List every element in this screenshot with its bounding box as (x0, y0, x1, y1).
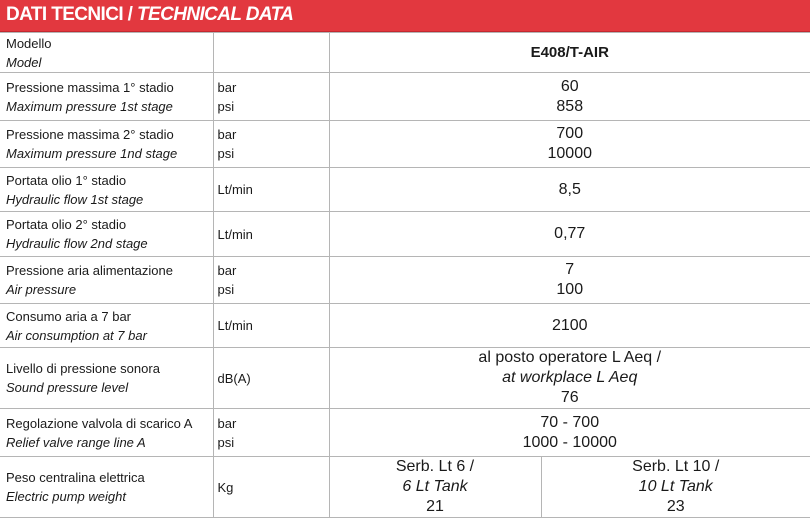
unit-dba: dB(A) (218, 369, 329, 388)
tank-6-cell (329, 457, 541, 518)
unit-lt-min: Lt/min (218, 316, 329, 335)
label-italian: Portata olio 2° stadio (6, 215, 213, 234)
sound-caption-italian: al posto operatore L Aeq / (330, 348, 810, 368)
label-cell (0, 73, 213, 121)
table-row (0, 257, 810, 304)
unit-kg: Kg (218, 478, 329, 497)
table-row (0, 304, 810, 348)
unit-cell (213, 457, 329, 518)
unit-cell (213, 348, 329, 409)
unit-bar: bar (218, 125, 329, 144)
label-italian: Peso centralina elettrica (6, 468, 213, 487)
label-cell (0, 212, 213, 257)
label-italian: Portata olio 1° stadio (6, 171, 213, 190)
unit-cell (213, 304, 329, 348)
unit-psi: psi (218, 433, 329, 452)
label-english: Air consumption at 7 bar (6, 326, 213, 345)
sound-caption (330, 348, 810, 388)
value-bar: 700 (330, 124, 810, 144)
label-cell (0, 304, 213, 348)
flow-value: 0,77 (330, 224, 810, 244)
label-english: Electric pump weight (6, 487, 213, 506)
value-cell (329, 212, 810, 257)
tank-10-cell (541, 457, 810, 518)
sound-caption-english: at workplace L Aeq (502, 369, 637, 386)
label-english: Hydraulic flow 1st stage (6, 190, 213, 209)
label-italian: Pressione aria alimentazione (6, 261, 213, 280)
tank-10-weight: 23 (542, 497, 810, 517)
value-psi: 10000 (330, 144, 810, 164)
value-psi: 1000 - 10000 (330, 433, 810, 453)
value-cell (329, 304, 810, 348)
tank-6-caption-english: 6 Lt Tank (402, 478, 467, 495)
label-italian: Modello (6, 34, 213, 53)
label-english: Maximum pressure 1st stage (6, 97, 213, 116)
unit-psi: psi (218, 144, 329, 163)
unit-lt-min: Lt/min (218, 225, 329, 244)
unit-bar: bar (218, 414, 329, 433)
title-english: TECHNICAL DATA (137, 4, 293, 25)
value-cell (329, 257, 810, 304)
value-cell (329, 409, 810, 457)
label-cell (0, 168, 213, 212)
unit-cell (213, 257, 329, 304)
unit-bar: bar (218, 78, 329, 97)
label-english: Model (6, 53, 213, 72)
value-cell (329, 348, 810, 409)
label-cell (0, 33, 213, 73)
table-row (0, 168, 810, 212)
unit-cell (213, 168, 329, 212)
label-italian: Regolazione valvola di scarico A (6, 414, 213, 433)
table-row (0, 73, 810, 121)
label-english: Air pressure (6, 280, 213, 299)
section-header (0, 0, 810, 32)
value-bar: 70 - 700 (330, 413, 810, 433)
label-english: Relief valve range line A (6, 433, 213, 452)
tank-10-caption-english: 10 Lt Tank (639, 478, 713, 495)
value-bar: 7 (330, 260, 810, 280)
flow-value: 8,5 (330, 180, 810, 200)
tank-6-caption-italian: Serb. Lt 6 / (330, 457, 541, 477)
table-row (0, 121, 810, 168)
unit-lt-min: Lt/min (218, 180, 329, 199)
label-italian: Pressione massima 2° stadio (6, 125, 213, 144)
spec-table (0, 32, 810, 518)
table-row (0, 409, 810, 457)
label-cell (0, 121, 213, 168)
label-cell (0, 348, 213, 409)
tank-10-caption-italian: Serb. Lt 10 / (542, 457, 810, 477)
value-psi: 100 (330, 280, 810, 300)
label-cell (0, 457, 213, 518)
consumption-value: 2100 (330, 316, 810, 336)
tank-10-caption (542, 457, 810, 497)
unit-cell (213, 73, 329, 121)
table-row (0, 33, 810, 73)
label-italian: Livello di pressione sonora (6, 359, 213, 378)
value-cell (329, 168, 810, 212)
value-cell (329, 73, 810, 121)
label-english: Sound pressure level (6, 378, 213, 397)
value-bar: 60 (330, 77, 810, 97)
value-cell (329, 121, 810, 168)
unit-cell (213, 409, 329, 457)
section-title (6, 4, 293, 26)
unit-cell (213, 212, 329, 257)
sound-value: 76 (330, 388, 810, 408)
label-english: Hydraulic flow 2nd stage (6, 234, 213, 253)
label-cell (0, 409, 213, 457)
tank-6-weight: 21 (330, 497, 541, 517)
model-value: E408/T-AIR (330, 43, 810, 63)
tank-6-caption (330, 457, 541, 497)
value-psi: 858 (330, 97, 810, 117)
unit-cell (213, 121, 329, 168)
label-cell (0, 257, 213, 304)
unit-psi: psi (218, 280, 329, 299)
unit-cell (213, 33, 329, 73)
value-cell (329, 33, 810, 73)
unit-psi: psi (218, 97, 329, 116)
table-row (0, 457, 810, 518)
label-italian: Pressione massima 1° stadio (6, 78, 213, 97)
table-row (0, 212, 810, 257)
table-row (0, 348, 810, 409)
unit-bar: bar (218, 261, 329, 280)
label-english: Maximum pressure 1nd stage (6, 144, 213, 163)
title-italian: DATI TECNICI / (6, 4, 132, 25)
label-italian: Consumo aria a 7 bar (6, 307, 213, 326)
